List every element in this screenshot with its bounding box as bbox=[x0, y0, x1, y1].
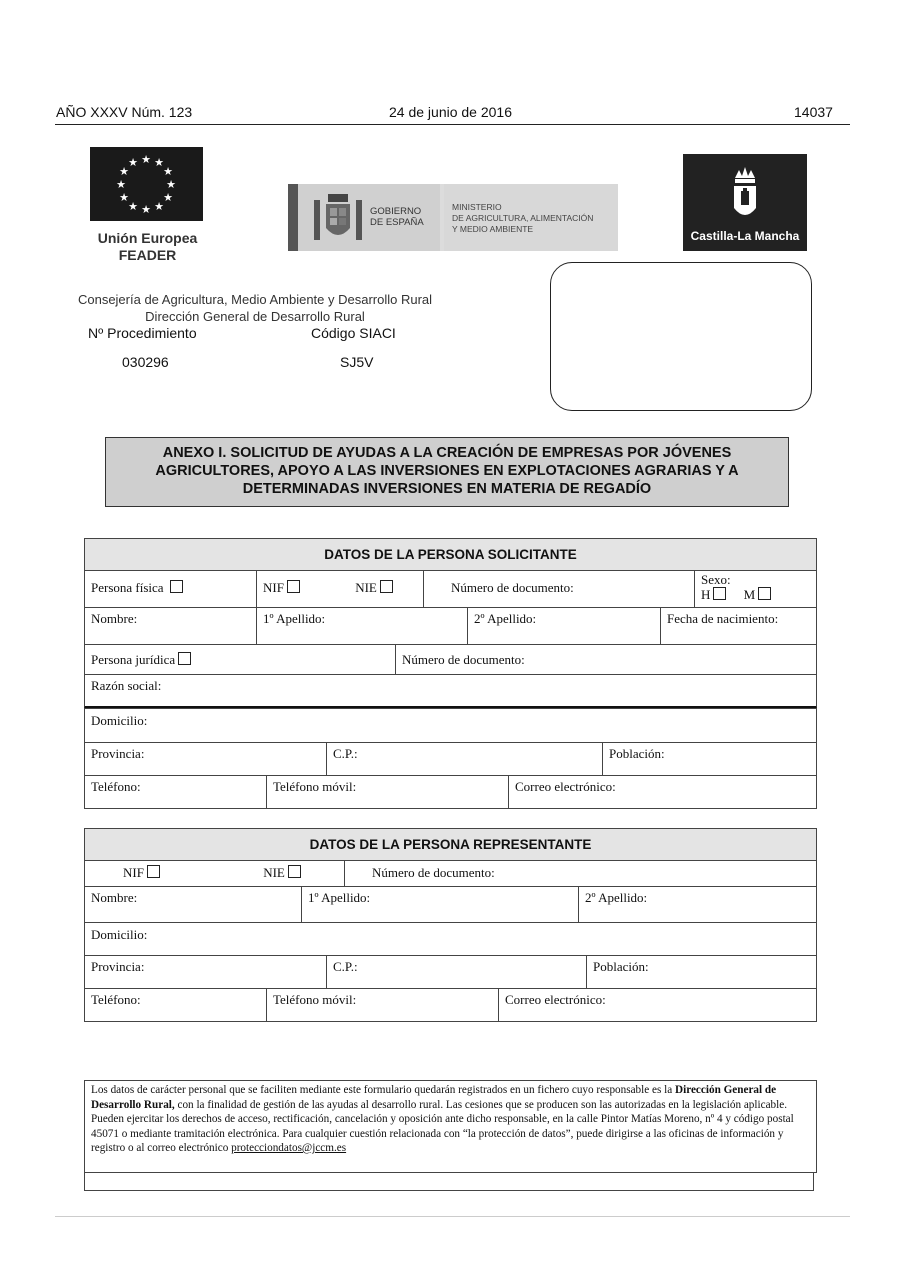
castilla-la-mancha-logo bbox=[683, 154, 807, 251]
rep-poblacion-field[interactable] bbox=[586, 955, 817, 989]
svg-text:★: ★ bbox=[154, 156, 164, 169]
eu-feader-logo bbox=[90, 147, 205, 264]
rep-apellido1-label: 1º Apellido: bbox=[308, 890, 371, 905]
razon-social-field[interactable] bbox=[84, 674, 817, 709]
rep-nif-checkbox[interactable] bbox=[147, 865, 160, 878]
domicilio-label: Domicilio: bbox=[91, 713, 148, 728]
fecha-nacimiento-label: Fecha de nacimiento: bbox=[667, 611, 779, 626]
persona-juridica-label: Persona jurídica bbox=[91, 652, 176, 667]
persona-juridica-cell bbox=[84, 644, 396, 675]
svg-text:★: ★ bbox=[163, 191, 173, 204]
representante-section-title: DATOS DE LA PERSONA REPRESENTANTE bbox=[84, 828, 817, 861]
persona-fisica-label: Persona física bbox=[91, 580, 164, 595]
rep-nif-nie-cell bbox=[84, 860, 345, 887]
bulletin-page-number: 14037 bbox=[794, 104, 833, 120]
nif-label: NIF bbox=[263, 580, 284, 595]
nif-nie-cell bbox=[256, 570, 424, 608]
svg-text:★: ★ bbox=[116, 178, 126, 191]
rep-nombre-label: Nombre: bbox=[91, 890, 138, 905]
solicitante-section-title: DATOS DE LA PERSONA SOLICITANTE bbox=[84, 538, 817, 571]
procedure-number-label: Nº Procedimiento bbox=[88, 325, 197, 341]
nombre-label: Nombre: bbox=[91, 611, 138, 626]
ministerio-label-2: DE AGRICULTURA, ALIMENTACIÓN bbox=[452, 213, 594, 223]
sexo-m-label: M bbox=[743, 587, 756, 602]
rep-cp-label: C.P.: bbox=[333, 959, 358, 974]
rep-numero-documento-field[interactable] bbox=[344, 860, 817, 887]
rep-apellido2-label: 2º Apellido: bbox=[585, 890, 648, 905]
rep-correo-label: Correo electrónico: bbox=[505, 992, 606, 1007]
crown-shield-icon bbox=[729, 166, 761, 224]
bulletin-issue: AÑO XXXV Núm. 123 bbox=[56, 104, 193, 120]
siaci-code-value: SJ5V bbox=[340, 354, 374, 370]
svg-text:★: ★ bbox=[154, 200, 164, 213]
header-rule bbox=[55, 124, 850, 125]
telefono-field[interactable] bbox=[84, 775, 267, 809]
apellido2-field[interactable] bbox=[467, 607, 661, 645]
razon-social-label: Razón social: bbox=[91, 678, 162, 693]
bulletin-date: 24 de junio de 2016 bbox=[389, 104, 512, 120]
siaci-code-label: Código SIACI bbox=[311, 325, 396, 341]
telefono-movil-field[interactable] bbox=[266, 775, 509, 809]
rep-domicilio-label: Domicilio: bbox=[91, 927, 148, 942]
cp-label: C.P.: bbox=[333, 746, 358, 761]
correo-field[interactable] bbox=[508, 775, 817, 809]
nif-checkbox[interactable] bbox=[287, 580, 300, 593]
provincia-field[interactable] bbox=[84, 742, 327, 776]
svg-text:★: ★ bbox=[119, 165, 129, 178]
data-protection-notice bbox=[84, 1080, 817, 1173]
sexo-m-checkbox[interactable] bbox=[758, 587, 771, 600]
sexo-h-label: H bbox=[701, 587, 711, 602]
rep-apellido1-field[interactable] bbox=[301, 886, 579, 923]
registry-stamp-box bbox=[550, 262, 812, 411]
clm-label: Castilla-La Mancha bbox=[690, 229, 800, 243]
apellido1-label: 1º Apellido: bbox=[263, 611, 326, 626]
domicilio-field[interactable] bbox=[84, 708, 817, 743]
rep-provincia-label: Provincia: bbox=[91, 959, 145, 974]
notice-responsible: Dirección General de Desarrollo Rural, bbox=[91, 1084, 777, 1111]
eu-label: Unión Europea bbox=[97, 230, 198, 246]
direccion-name: Dirección General de Desarrollo Rural bbox=[145, 309, 365, 324]
persona-fisica-cell bbox=[84, 570, 257, 608]
notice-email-link[interactable]: protecciondatos@jccm.es bbox=[231, 1142, 347, 1154]
nombre-field[interactable] bbox=[84, 607, 257, 645]
fecha-nacimiento-field[interactable] bbox=[660, 607, 817, 645]
sexo-h-checkbox[interactable] bbox=[713, 587, 726, 600]
rep-provincia-field[interactable] bbox=[84, 955, 327, 989]
cp-field[interactable] bbox=[326, 742, 603, 776]
rep-numero-documento-label: Número de documento: bbox=[372, 865, 495, 880]
telefono-movil-label: Teléfono móvil: bbox=[273, 779, 357, 794]
numero-documento-juridica-field[interactable] bbox=[395, 644, 817, 675]
consejeria-name: Consejería de Agricultura, Medio Ambiente y Desarrollo Rural bbox=[77, 292, 433, 307]
poblacion-label: Población: bbox=[609, 746, 665, 761]
notice-paragraph-2: Pueden ejercitar los derechos de acceso, rectificación, cancelación y oposición ante dicho responsable, en la calle Pintor Matías Moreno, nº 4 y código postal 45071 o mediante tramitación electrónica. Para cualquier cuestión relacionada con “la protección de datos”, puede dirigirse a las oficinas de información y registro o al correo electrónico protecciondatos@jccm.es bbox=[91, 1113, 794, 1154]
svg-text:★: ★ bbox=[128, 156, 138, 169]
eu-flag-icon bbox=[90, 147, 203, 221]
coat-of-arms-icon bbox=[310, 190, 366, 246]
ministerio-label-3: Y MEDIO AMBIENTE bbox=[452, 224, 534, 234]
svg-text:★: ★ bbox=[119, 191, 129, 204]
rep-nombre-field[interactable] bbox=[84, 886, 302, 923]
rep-telefono-label: Teléfono: bbox=[91, 992, 141, 1007]
numero-documento-field[interactable] bbox=[423, 570, 695, 608]
feader-label: FEADER bbox=[118, 247, 177, 263]
rep-nif-label: NIF bbox=[123, 865, 144, 880]
rep-cp-field[interactable] bbox=[326, 955, 587, 989]
svg-text:★: ★ bbox=[166, 178, 176, 191]
svg-text:★: ★ bbox=[141, 153, 151, 166]
rep-telefono-field[interactable] bbox=[84, 988, 267, 1022]
rep-domicilio-field[interactable] bbox=[84, 922, 817, 956]
sexo-label: Sexo: bbox=[701, 572, 731, 587]
gobierno-espana-logo bbox=[288, 184, 618, 251]
correo-label: Correo electrónico: bbox=[515, 779, 616, 794]
ministerio-label-1: MINISTERIO bbox=[452, 202, 502, 212]
procedure-number-value: 030296 bbox=[122, 354, 169, 370]
notice-bottom-row bbox=[84, 1172, 814, 1191]
poblacion-field[interactable] bbox=[602, 742, 817, 776]
sexo-cell bbox=[694, 570, 817, 608]
svg-text:★: ★ bbox=[128, 200, 138, 213]
rep-apellido2-field[interactable] bbox=[578, 886, 817, 923]
gobierno-label-1: GOBIERNO bbox=[370, 206, 422, 217]
apellido1-field[interactable] bbox=[256, 607, 468, 645]
nie-label: NIE bbox=[355, 580, 377, 595]
footer-rule bbox=[55, 1216, 850, 1217]
svg-text:★: ★ bbox=[141, 203, 151, 216]
nie-checkbox[interactable] bbox=[380, 580, 393, 593]
numero-documento-juridica-label: Número de documento: bbox=[402, 652, 525, 667]
telefono-label: Teléfono: bbox=[91, 779, 141, 794]
annex-title: ANEXO I. SOLICITUD DE AYUDAS A LA CREACIÓN DE EMPRESAS POR JÓVENES AGRICULTORES, APOYO A LAS INVERSIONES EN EXPLOTACIONES AGRARIAS Y A DETERMINADAS INVERSIONES EN MATERIA DE REGADÍO bbox=[105, 437, 789, 507]
apellido2-label: 2º Apellido: bbox=[474, 611, 537, 626]
rep-telefono-movil-field[interactable] bbox=[266, 988, 499, 1022]
persona-fisica-checkbox[interactable] bbox=[170, 580, 183, 593]
rep-poblacion-label: Población: bbox=[593, 959, 649, 974]
rep-nie-label: NIE bbox=[263, 865, 285, 880]
persona-juridica-checkbox[interactable] bbox=[178, 652, 191, 665]
numero-documento-label: Número de documento: bbox=[451, 580, 574, 595]
rep-correo-field[interactable] bbox=[498, 988, 817, 1022]
provincia-label: Provincia: bbox=[91, 746, 145, 761]
gobierno-label-2: DE ESPAÑA bbox=[370, 217, 424, 228]
notice-paragraph-1: Los datos de carácter personal que se faciliten mediante este formulario quedarán registrados en un fichero cuyo responsable es la Dirección General de Desarrollo Rural, con la finalidad de gestión de las ayudas al desarrollo rural. Las cesiones que se producen son las autorizadas en la legislación aplicable. bbox=[91, 1084, 788, 1111]
rep-telefono-movil-label: Teléfono móvil: bbox=[273, 992, 357, 1007]
svg-text:★: ★ bbox=[163, 165, 173, 178]
rep-nie-checkbox[interactable] bbox=[288, 865, 301, 878]
